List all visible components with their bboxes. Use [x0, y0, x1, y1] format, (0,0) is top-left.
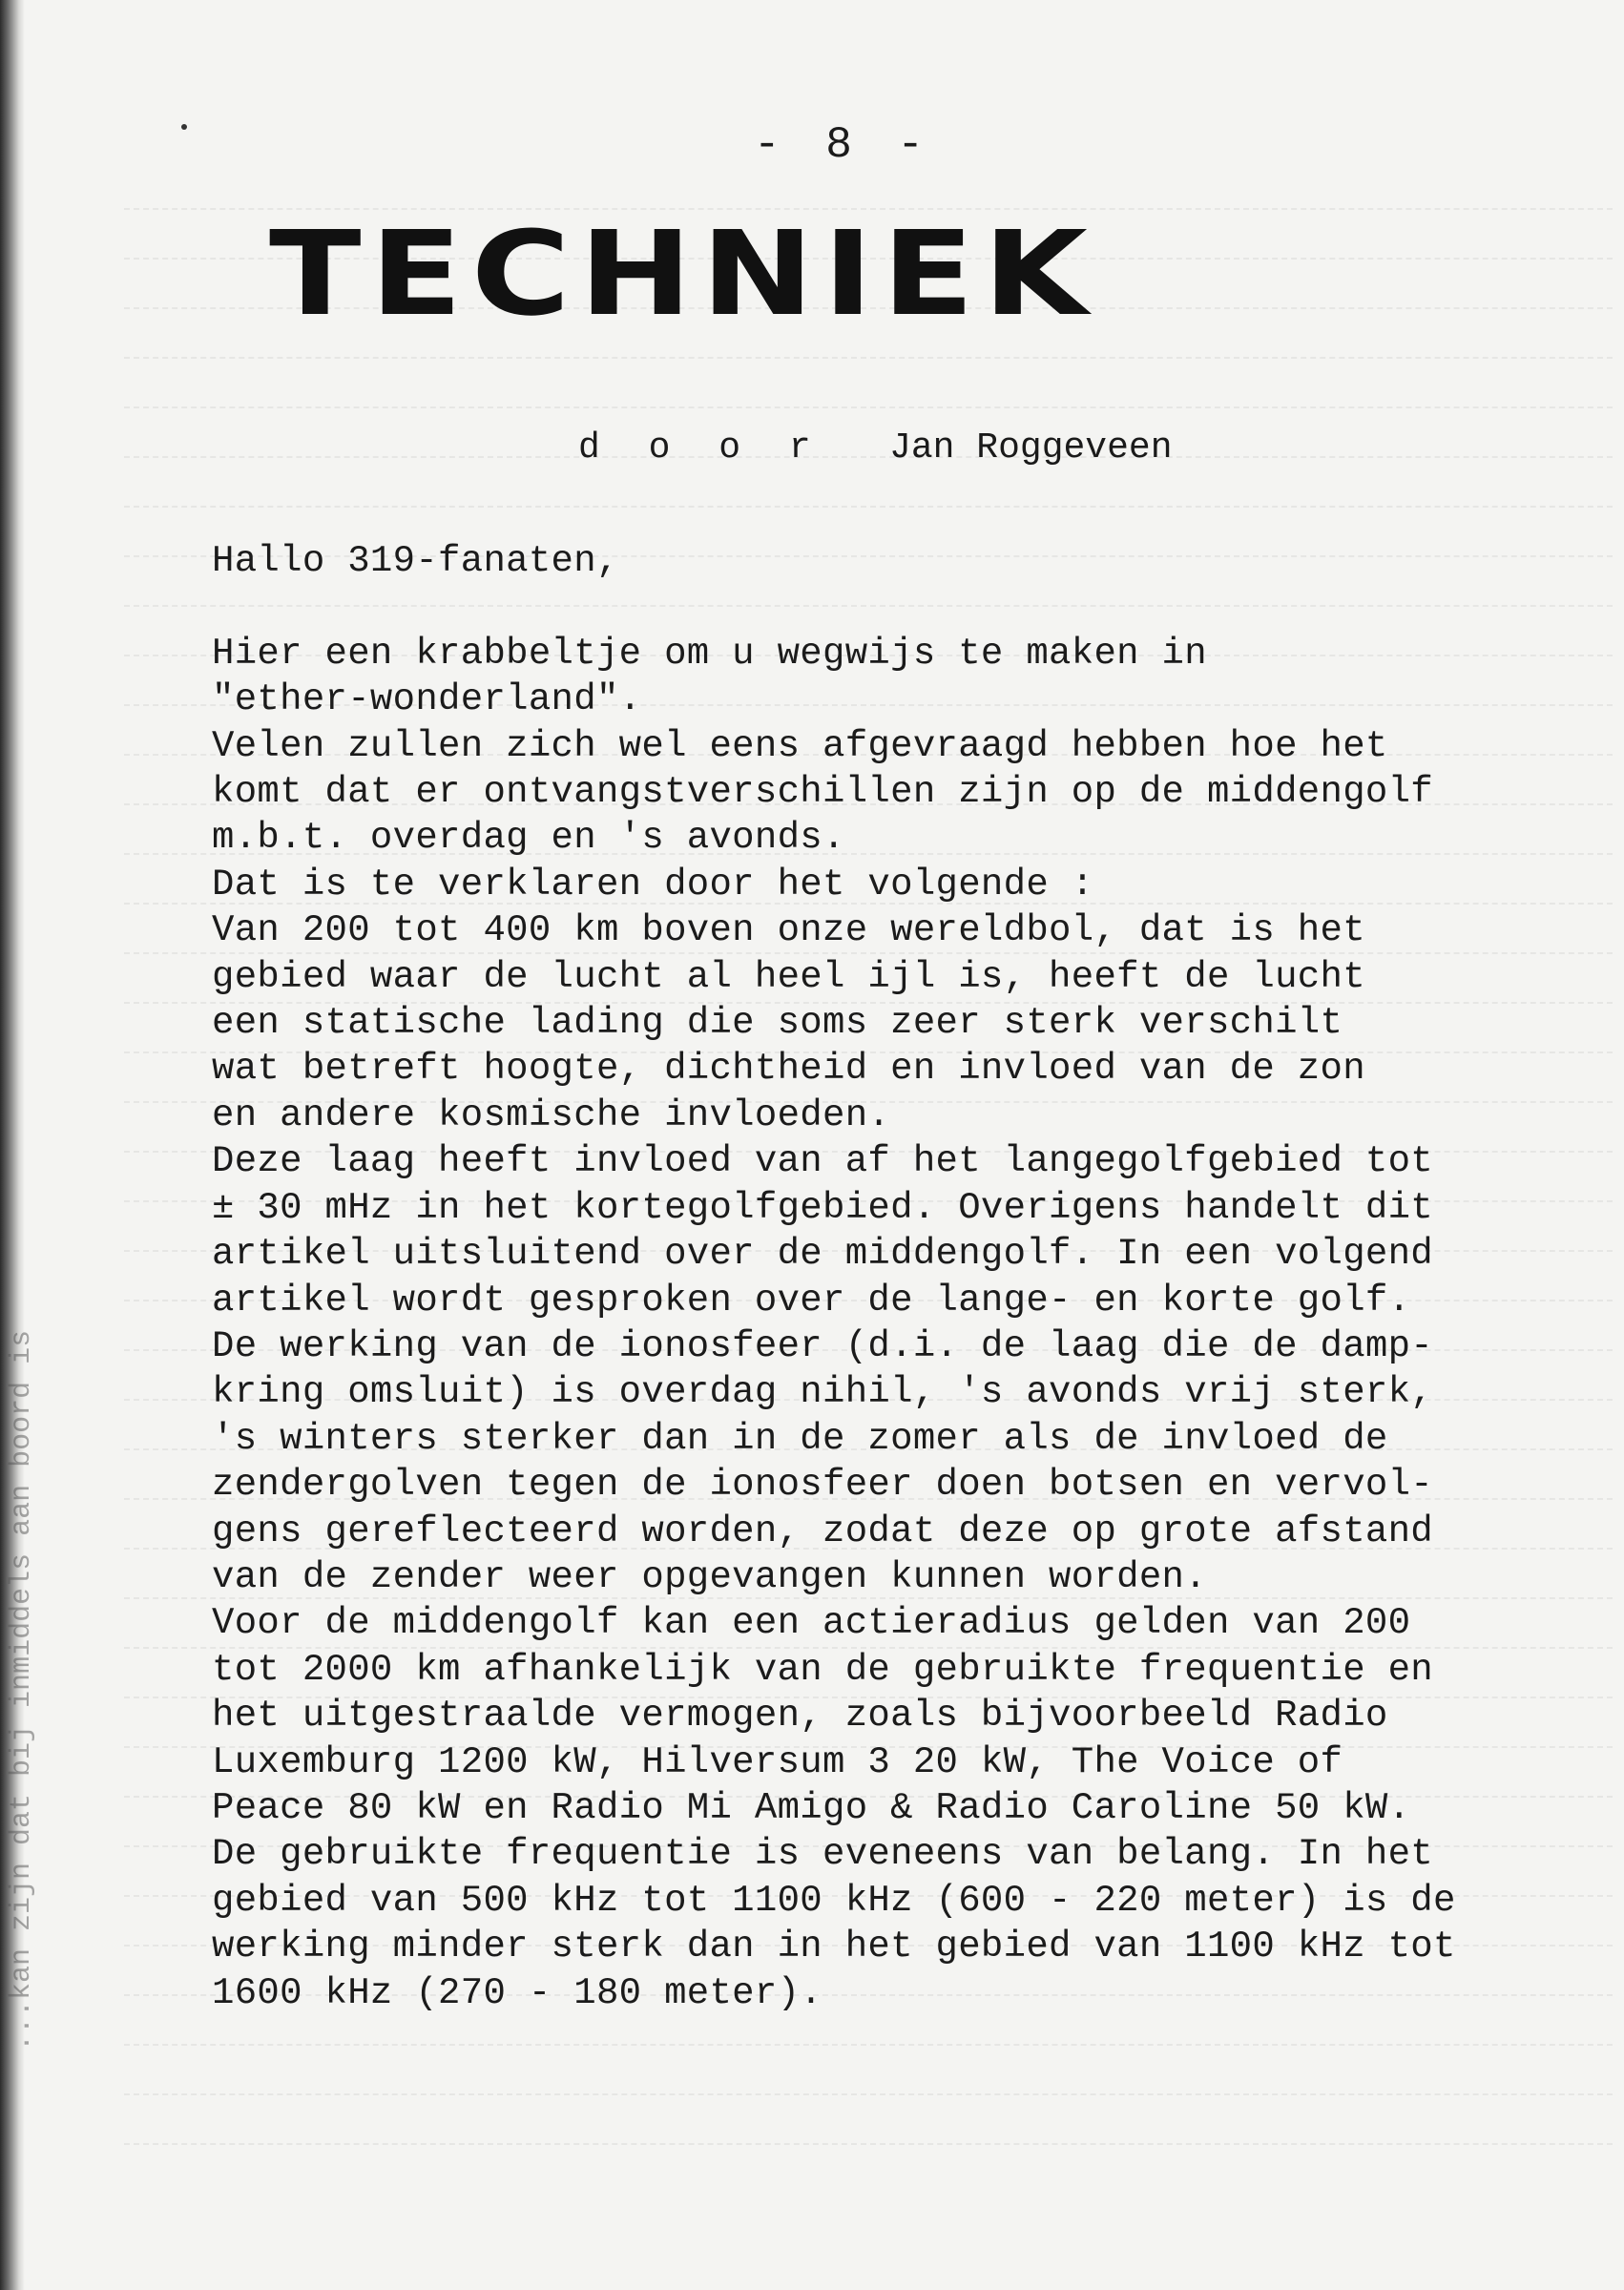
article-line: zendergolven tegen de ionosfeer doen botsen en vervol-	[212, 1464, 1434, 1507]
page-number: - 8 -	[754, 120, 934, 170]
article-line: ± 30 mHz in het kortegolfgebied. Overigens handelt dit	[212, 1186, 1434, 1229]
article-line: gebied van 500 kHz tot 1100 kHz (600 - 220 meter) is de	[212, 1879, 1456, 1922]
article-line: Voor de middengolf kan een actieradius gelden van 200	[212, 1602, 1411, 1645]
article-line: m.b.t. overdag en 's avonds.	[212, 817, 845, 860]
article-line: Van 200 tot 400 km boven onze wereldbol, dat is het	[212, 909, 1365, 952]
article-line: "ether-wonderland".	[212, 678, 642, 721]
article-line: 1600 kHz (270 - 180 meter).	[212, 1971, 823, 2014]
article-line: werking minder sterk dan in het gebied van 1100 kHz tot	[212, 1926, 1456, 1968]
article-line: Deze laag heeft invloed van af het langegolfgebied tot	[212, 1140, 1434, 1183]
author-name: Jan Roggeveen	[889, 427, 1173, 468]
article-line: Peace 80 kW en Radio Mi Amigo & Radio Caroline 50 kW.	[212, 1786, 1411, 1829]
article-line: wat betreft hoogte, dichtheid en invloed van de zon	[212, 1048, 1365, 1091]
article-line: gebied waar de lucht al heel ijl is, heeft de lucht	[212, 955, 1365, 998]
article-line: artikel uitsluitend over de middengolf. In een volgend	[212, 1233, 1434, 1276]
article-line: Luxemburg 1200 kW, Hilversum 3 20 kW, The Voice of	[212, 1740, 1343, 1783]
article-line	[212, 584, 1614, 630]
article-line: De gebruikte frequentie is eveneens van belang. In het	[212, 1833, 1434, 1876]
article-line: De werking van de ionosfeer (d.i. de laag die de damp-	[212, 1324, 1434, 1367]
article-body	[212, 538, 1614, 2016]
byline	[578, 427, 1173, 468]
article-line: kring omsluit) is overdag nihil, 's avonds vrij sterk,	[212, 1371, 1434, 1414]
article-line: Velen zullen zich wel eens afgevraagd hebben hoe het	[212, 724, 1388, 767]
article-line: een statische lading die soms zeer sterk verschilt	[212, 1002, 1343, 1045]
margin-note: ...kan zijn dat bij inmiddels aan boord is	[6, 1329, 38, 2051]
article-line: tot 2000 km afhankelijk van de gebruikte frequentie en	[212, 1648, 1434, 1691]
article-line: van de zender weer opgevangen kunnen worden.	[212, 1555, 1207, 1598]
article-line: komt dat er ontvangstverschillen zijn op de middengolf	[212, 771, 1434, 814]
page-title: TECHNIEK	[269, 206, 1097, 342]
byline-prefix: d o o r	[578, 427, 824, 468]
article-line: Dat is te verklaren door het volgende :	[212, 863, 1094, 906]
article-line: 's winters sterker dan in de zomer als de invloed de	[212, 1417, 1388, 1460]
ink-dot	[181, 124, 187, 130]
article-line: Hier een krabbeltje om u wegwijs te maken in	[212, 632, 1207, 675]
article-line: het uitgestraalde vermogen, zoals bijvoorbeeld Radio	[212, 1695, 1388, 1738]
article-line: artikel wordt gesproken over de lange- en korte golf.	[212, 1279, 1411, 1322]
article-line: en andere kosmische invloeden.	[212, 1093, 891, 1136]
article-line: Hallo 319-fanaten,	[212, 540, 619, 582]
article-line: gens gereflecteerd worden, zodat deze op grote afstand	[212, 1509, 1434, 1552]
